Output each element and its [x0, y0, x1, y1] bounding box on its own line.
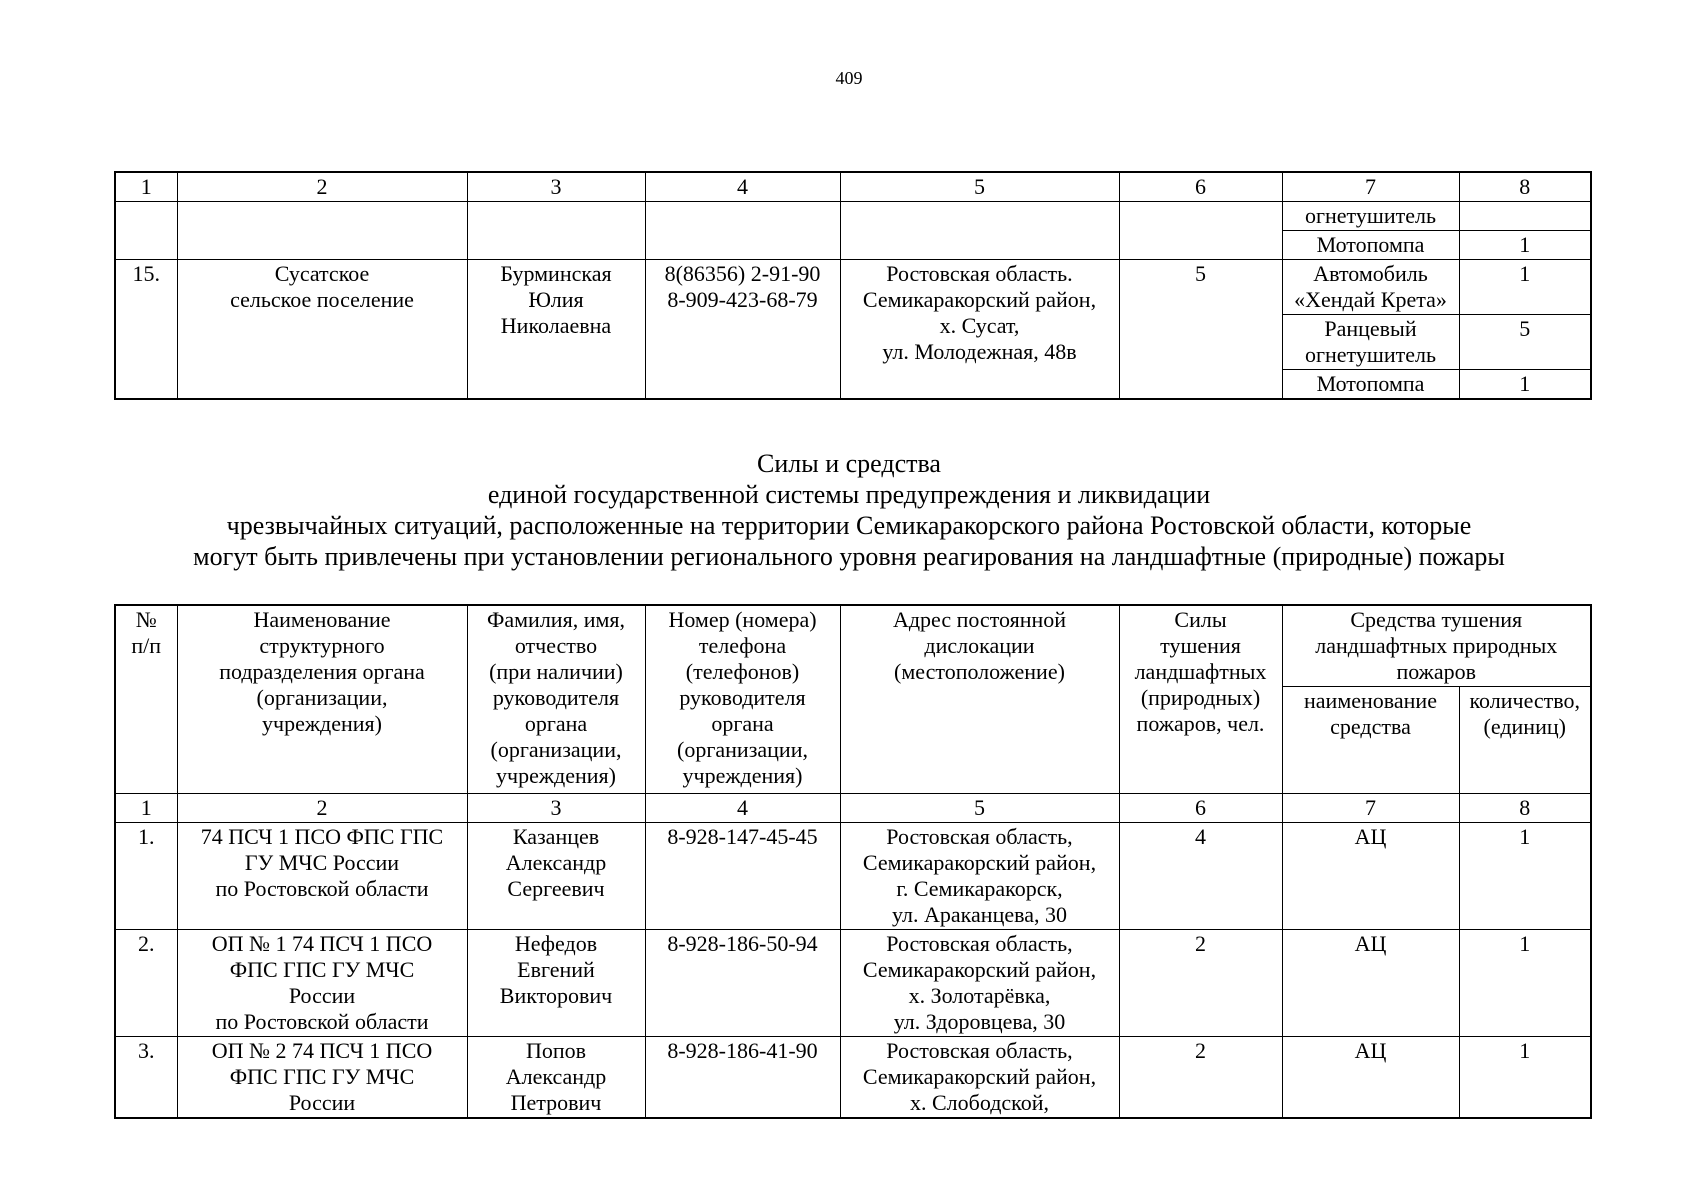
table-row: [115, 202, 1591, 231]
header-row: [115, 605, 1591, 687]
header-forces: Силы тушения ландшафтных (природных) пожаров, чел.: [1119, 605, 1282, 794]
address-cell: Ростовская область, Семикаракорский район, г. Семикаракорск, ул. Араканцева, 30: [840, 823, 1119, 930]
column-number: 5: [840, 794, 1119, 823]
row-number-cell: 1.: [115, 823, 177, 930]
header-means: Средства тушения ландшафтных природных пожаров: [1282, 605, 1591, 687]
address-cell: Ростовская область. Семикаракорский район, х. Сусат, ул. Молодежная, 48в: [840, 260, 1119, 400]
column-number: 4: [645, 794, 840, 823]
empty-cell: [467, 202, 645, 260]
row-number-cell: 15.: [115, 260, 177, 400]
table-row: [115, 930, 1591, 1037]
table-row: [115, 260, 1591, 315]
column-number-row: [115, 172, 1591, 202]
means-qty-cell: 1: [1459, 930, 1591, 1037]
row-number-cell: 2.: [115, 930, 177, 1037]
header-name: Наименование структурного подразделения органа (организации, учреждения): [177, 605, 467, 794]
section-title-line: могут быть привлечены при установлении регионального уровня реагирования на ландшафтные (природные) пожары: [193, 542, 1505, 571]
head-name-cell: Бурминская Юлия Николаевна: [467, 260, 645, 400]
means-qty-cell: 1: [1459, 823, 1591, 930]
forces-cell: 2: [1119, 930, 1282, 1037]
head-name-cell: Казанцев Александр Сергеевич: [467, 823, 645, 930]
column-number: 6: [1119, 794, 1282, 823]
column-number: 2: [177, 794, 467, 823]
column-number: 7: [1282, 794, 1459, 823]
column-number: 1: [115, 794, 177, 823]
organization-name-cell: ОП № 1 74 ПСЧ 1 ПСО ФПС ГПС ГУ МЧС России по Ростовской области: [177, 930, 467, 1037]
head-name-cell: Нефедов Евгений Викторович: [467, 930, 645, 1037]
header-address: Адрес постоянной дислокации (местоположение): [840, 605, 1119, 794]
means-name-cell: Мотопомпа: [1282, 370, 1459, 400]
means-qty-cell: 1: [1459, 260, 1591, 315]
column-number: 8: [1459, 794, 1591, 823]
header-num: № п/п: [115, 605, 177, 794]
phone-cell: 8-928-186-41-90: [645, 1037, 840, 1119]
phone-cell: 8(86356) 2-91-90 8-909-423-68-79: [645, 260, 840, 400]
means-qty-cell: 1: [1459, 231, 1591, 260]
column-number: 3: [467, 172, 645, 202]
column-number: 4: [645, 172, 840, 202]
header-means-qty: количество, (единиц): [1459, 687, 1591, 794]
means-name-cell: Мотопомпа: [1282, 231, 1459, 260]
header-means-name: наименование средства: [1282, 687, 1459, 794]
organization-name-cell: ОП № 2 74 ПСЧ 1 ПСО ФПС ГПС ГУ МЧС России: [177, 1037, 467, 1119]
header-phone: Номер (номера) телефона (телефонов) руководителя органа (организации, учреждения): [645, 605, 840, 794]
empty-cell: [115, 202, 177, 260]
means-name-cell: АЦ: [1282, 930, 1459, 1037]
column-number: 8: [1459, 172, 1591, 202]
empty-cell: [840, 202, 1119, 260]
means-qty-cell: 1: [1459, 1037, 1591, 1119]
column-number: 2: [177, 172, 467, 202]
organization-name-cell: Сусатское сельское поселение: [177, 260, 467, 400]
forces-cell: 5: [1119, 260, 1282, 400]
empty-cell: [645, 202, 840, 260]
table-row: [115, 1037, 1591, 1119]
empty-cell: [177, 202, 467, 260]
column-number-row: [115, 794, 1591, 823]
means-qty-cell: [1459, 202, 1591, 231]
empty-cell: [1119, 202, 1282, 260]
head-name-cell: Попов Александр Петрович: [467, 1037, 645, 1119]
continuation-table: [114, 171, 1592, 400]
forces-cell: 2: [1119, 1037, 1282, 1119]
phone-cell: 8-928-147-45-45: [645, 823, 840, 930]
means-name-cell: АЦ: [1282, 1037, 1459, 1119]
organization-name-cell: 74 ПСЧ 1 ПСО ФПС ГПС ГУ МЧС России по Ростовской области: [177, 823, 467, 930]
column-number: 1: [115, 172, 177, 202]
section-title-line: единой государственной системы предупреждения и ликвидации: [487, 480, 1211, 509]
phone-cell: 8-928-186-50-94: [645, 930, 840, 1037]
column-number: 3: [467, 794, 645, 823]
means-qty-cell: 5: [1459, 315, 1591, 370]
means-name-cell: АЦ: [1282, 823, 1459, 930]
page-number: 409: [835, 68, 863, 88]
column-number: 6: [1119, 172, 1282, 202]
section-title-line: Силы и средства: [757, 449, 941, 478]
forces-cell: 4: [1119, 823, 1282, 930]
section-title: [0, 448, 1698, 572]
section-title-line: чрезвычайных ситуаций, расположенные на территории Семикаракорского района Ростовской области, которые: [226, 511, 1472, 540]
row-number-cell: 3.: [115, 1037, 177, 1119]
forces-means-table: [114, 604, 1592, 1119]
means-qty-cell: 1: [1459, 370, 1591, 400]
table-row: [115, 823, 1591, 930]
header-head: Фамилия, имя, отчество (при наличии) руководителя органа (организации, учреждения): [467, 605, 645, 794]
means-name-cell: Автомобиль «Хендай Крета»: [1282, 260, 1459, 315]
address-cell: Ростовская область, Семикаракорский район, х. Слободской,: [840, 1037, 1119, 1119]
address-cell: Ростовская область, Семикаракорский район, х. Золотарёвка, ул. Здоровцева, 30: [840, 930, 1119, 1037]
means-name-cell: огнетушитель: [1282, 202, 1459, 231]
column-number: 5: [840, 172, 1119, 202]
means-name-cell: Ранцевый огнетушитель: [1282, 315, 1459, 370]
column-number: 7: [1282, 172, 1459, 202]
